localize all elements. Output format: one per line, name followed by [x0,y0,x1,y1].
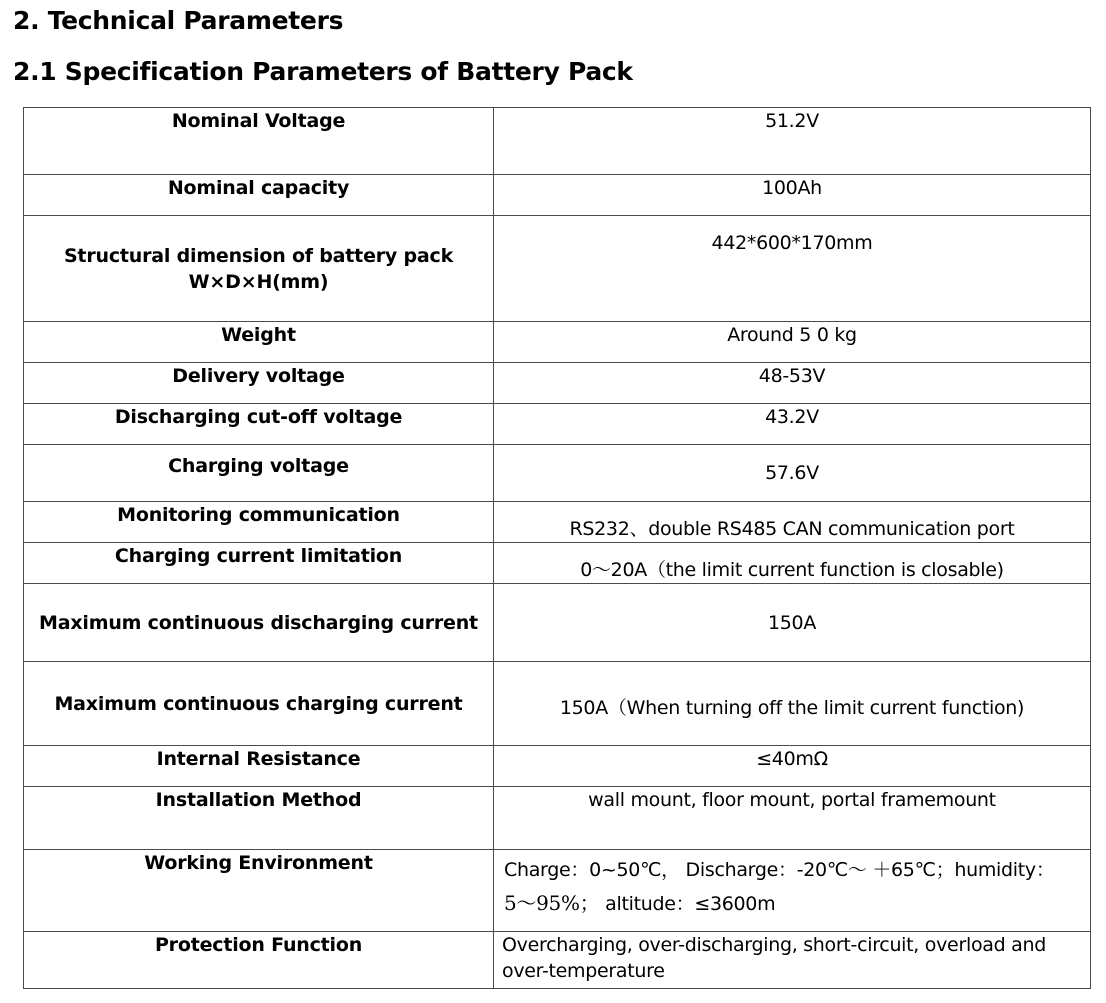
parameter-cell: Charging voltage [24,445,494,502]
table-row [24,543,1091,584]
value-cell: 100Ah [494,175,1091,216]
parameter-cell: Protection Function [24,932,494,989]
table-row [24,787,1091,850]
value-line [504,887,1082,921]
battery-spec-table [23,107,1091,989]
value-cell: 0～20A（the limit current function is closable) [494,543,1091,584]
value-cell [494,850,1091,932]
value-cell: ≤40mΩ [494,746,1091,787]
parameter-cell: Weight [24,322,494,363]
value-cell: 57.6V [494,445,1091,502]
table-row [24,502,1091,543]
parameter-cell: Installation Method [24,787,494,850]
value-line: Charge：0~50℃， Discharge：-20℃～ ＋65℃；humidity： [504,859,1055,881]
table-row [24,404,1091,445]
table-row [24,746,1091,787]
parameter-line: W×D×H(mm) [188,270,329,293]
value-cell: Around 5 0 kg [494,322,1091,363]
parameter-cell: Discharging cut-off voltage [24,404,494,445]
table-row [24,850,1091,932]
parameter-cell: Internal Resistance [24,746,494,787]
parameter-cell: Monitoring communication [24,502,494,543]
parameter-cell: Delivery voltage [24,363,494,404]
value-cell: wall mount, floor mount, portal framemount [494,787,1091,850]
table-row [24,932,1091,989]
value-cell: 48-53V [494,363,1091,404]
altitude-text: altitude：≤3600m [599,893,776,915]
parameter-cell: Maximum continuous charging current [24,662,494,746]
table-row [24,445,1091,502]
table-row [24,584,1091,662]
subsection-heading: 2.1 Specification Parameters of Battery Pack [13,57,633,86]
table-row [24,662,1091,746]
parameter-cell: Nominal Voltage [24,108,494,175]
value-cell: 150A [494,584,1091,662]
humidity-range: 5～95%； [504,891,600,915]
parameter-cell [24,216,494,322]
value-cell: 442*600*170mm [494,216,1091,322]
table-row [24,322,1091,363]
value-cell: Overcharging, over-discharging, short-circuit, overload and over-temperature [494,932,1091,989]
parameter-cell: Nominal capacity [24,175,494,216]
value-cell: 150A（When turning off the limit current function) [494,662,1091,746]
parameter-cell: Maximum continuous discharging current [24,584,494,662]
parameter-line: Structural dimension of battery pack [63,244,454,267]
value-cell: 43.2V [494,404,1091,445]
table-row [24,216,1091,322]
section-heading: 2. Technical Parameters [13,6,344,35]
table-row [24,108,1091,175]
parameter-cell: Working Environment [24,850,494,932]
value-cell: 51.2V [494,108,1091,175]
table-row [24,363,1091,404]
value-cell: RS232、double RS485 CAN communication port [494,502,1091,543]
table-row [24,175,1091,216]
parameter-cell: Charging current limitation [24,543,494,584]
